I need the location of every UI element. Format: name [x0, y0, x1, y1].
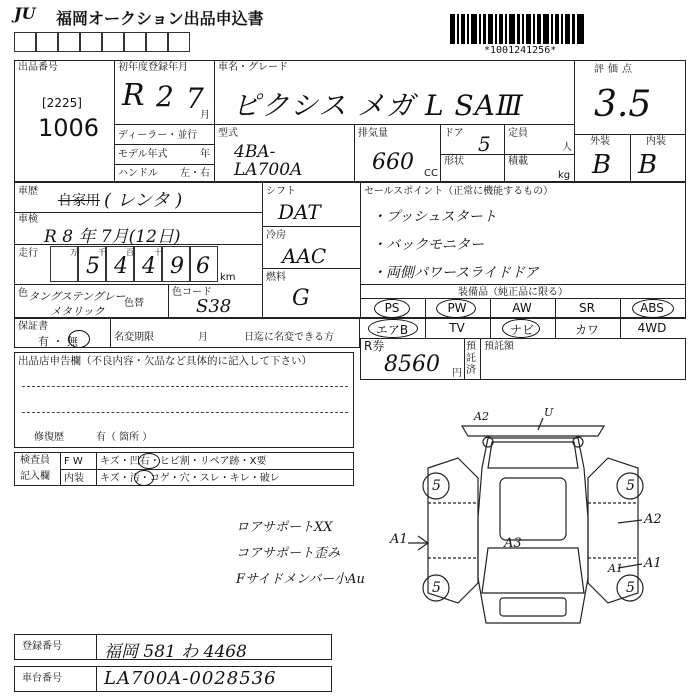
car-damage-diagram — [388, 408, 688, 648]
interior-score: B — [638, 150, 658, 180]
auction-logo — [14, 6, 54, 24]
equip-ps: PS — [384, 301, 400, 315]
mileage-unit: km — [220, 272, 236, 283]
chassis-value: LA700A-0028536 — [104, 668, 277, 689]
color-code-value: S38 — [196, 296, 232, 317]
equip-abs-circle — [632, 299, 674, 318]
mileage-unit-hyaku: 百 — [126, 248, 134, 257]
dealer-label: ディーラー・並行 — [118, 130, 198, 141]
inspection-label: 車検 — [18, 214, 38, 225]
inspection-value: R 8 年 7月(12日) — [44, 227, 181, 247]
doors-label: ドア — [444, 128, 464, 139]
tire-mark-front-right: 5 — [626, 478, 635, 494]
color-value-line1: タングステングレー — [28, 290, 126, 303]
equip-tv: TV — [449, 321, 465, 335]
equip-4wd: 4WD — [637, 321, 667, 335]
inspector-note-2: コアサポート歪み — [236, 546, 341, 561]
sales-point-3: ・両側パワースライドドア — [372, 265, 539, 281]
type-label: 型式 — [218, 128, 238, 139]
barcode-bars — [450, 14, 584, 44]
diagram-mark-u: U — [544, 406, 554, 419]
mileage-unit-sen: 千 — [98, 248, 106, 257]
usage-struck-value: 自家用 — [58, 193, 100, 209]
handle-value: 左・右 — [180, 168, 210, 179]
mileage-label: 走行 — [18, 248, 38, 259]
car-outline-svg — [388, 408, 688, 648]
listing-sub-number: [2225] — [42, 96, 82, 110]
equip-sr: SR — [579, 301, 595, 315]
tire-mark-rear-right: 5 — [626, 580, 635, 596]
inspector-stain-circle — [134, 470, 154, 486]
mileage-digit-4: 9 — [170, 254, 184, 279]
listing-number: 1006 — [38, 114, 100, 142]
recycle-deposit-label: 預託済 — [466, 341, 476, 376]
type-value-line1: 4BA- — [234, 142, 276, 162]
shape-label: 形状 — [444, 156, 464, 167]
model-label: 車名・グレード — [218, 62, 288, 73]
form-title: 福岡オークション出品申込書 — [56, 9, 264, 28]
diagram-mark-a2-right: A2 — [644, 512, 662, 527]
mileage-digit-3: 4 — [142, 254, 156, 279]
color-change-label: 色替 — [124, 298, 144, 309]
plate-value: 福岡 581 わ 4468 — [104, 642, 247, 662]
sales-point-2: ・バックモニター — [372, 237, 484, 253]
registration-era: R — [122, 78, 145, 113]
equip-ps-circle — [374, 299, 410, 318]
inspector-note-1: ロアサポートXX — [236, 520, 333, 535]
capacity-label: 定員 — [508, 128, 528, 139]
mileage-digit-2: 4 — [114, 254, 128, 279]
inspector-note-3: Fサイドメンバー小Au — [236, 572, 365, 587]
sales-points-label: セールスポイント（正常に機能するもの） — [364, 186, 554, 197]
tire-mark-rear-left: 5 — [432, 580, 441, 596]
barcode — [450, 14, 584, 44]
fuel-label: 燃料 — [266, 272, 286, 283]
registration-year: 2 — [156, 80, 174, 113]
name-change-date-text: 日迄に名変できる方 — [244, 332, 334, 343]
diagram-mark-a2-top: A2 — [474, 410, 489, 423]
repair-history-value: 有（ 箇所 ） — [96, 432, 153, 443]
displacement-value: 660 — [372, 150, 414, 175]
inspector-dent-circle — [138, 453, 160, 469]
name-change-month-unit: 月 — [198, 332, 208, 343]
usage-label: 車歴 — [18, 186, 38, 197]
inspector-row2-head: 内装 — [64, 473, 84, 484]
usage-value: ( レンタ ) — [104, 190, 183, 211]
registration-month-unit: 月 — [200, 110, 210, 121]
diagram-mark-a1-right: A1 — [644, 556, 662, 571]
mileage-unit-juu: 十 — [154, 248, 162, 257]
diagram-mark-a1-bottom: A1 — [608, 562, 623, 575]
mileage-digit-5: 6 — [196, 254, 210, 279]
diagram-mark-a1-left: A1 — [390, 532, 408, 547]
logo-text: JU — [14, 4, 36, 23]
equip-pw: PW — [447, 301, 467, 315]
plate-label: 登録番号 — [22, 641, 62, 652]
score-label: 評価点 — [594, 64, 636, 75]
equip-abs: ABS — [640, 301, 664, 315]
equip-navi: ナビ — [509, 323, 534, 337]
equip-airbag-circle — [368, 319, 418, 338]
warranty-label: 保証書 — [18, 321, 48, 332]
equipment-grid — [360, 298, 686, 338]
color-label: 色 — [18, 288, 28, 299]
barcode-text: *1001241256* — [484, 45, 557, 56]
exterior-label: 外装 — [590, 136, 610, 147]
mileage-digit-1: 5 — [86, 254, 100, 279]
exterior-score: B — [592, 150, 612, 180]
tire-mark-front-left: 5 — [432, 478, 441, 494]
displacement-label: 排気量 — [358, 128, 388, 139]
inspector-row1-head: F W — [64, 456, 83, 467]
model-value: ピクシス メガ L SAⅢ — [232, 89, 524, 122]
warranty-none-circle — [68, 330, 90, 348]
type-value-line2: LA700A — [234, 160, 303, 180]
recycle-deposit-amount-label: 預託額 — [484, 341, 514, 352]
registration-month: 7 — [186, 82, 204, 115]
model-year-unit: 年 — [200, 149, 210, 160]
inspector-label-line2: 記入欄 — [20, 471, 50, 482]
score-value: 3.5 — [594, 84, 652, 125]
equip-navi-circle — [502, 319, 540, 338]
inspector-row2-items: キズ・汚・コゲ・穴・スレ・キレ・破レ — [100, 473, 280, 484]
equip-airbag: エアB — [375, 323, 409, 337]
equip-leather: カワ — [574, 323, 599, 337]
repair-history-label: 修復歴 — [34, 432, 64, 443]
chassis-label: 車台番号 — [22, 673, 62, 684]
sales-point-1: ・プッシュスタート — [372, 209, 497, 225]
registration-label: 初年度登録年月 — [118, 62, 188, 73]
equipment-label: 装備品（純正品に限る） — [458, 287, 568, 298]
color-code-label: 色コード — [172, 287, 212, 298]
mileage-unit-man: 万 — [70, 248, 78, 257]
inspector-row1-items: キズ・凹右・ヒビ割・リペア跡・X要 — [100, 456, 267, 467]
diagram-mark-a3: A3 — [504, 536, 522, 551]
handle-label: ハンドル — [118, 168, 158, 179]
equip-aw: AW — [512, 301, 532, 315]
shift-value: DAT — [278, 200, 321, 224]
ac-label: 冷房 — [266, 230, 286, 241]
recycle-value: 8560 — [384, 352, 440, 377]
listing-number-label: 出品番号 — [18, 62, 58, 73]
name-change-label: 名変期限 — [114, 332, 154, 343]
capacity-unit: 人 — [562, 142, 572, 153]
load-label: 積載 — [508, 156, 528, 167]
shift-label: シフト — [266, 186, 296, 197]
equip-pw-circle — [436, 299, 476, 318]
declaration-label: 出品店申告欄（不良内容・欠品など具体的に記入して下さい） — [18, 355, 312, 367]
fuel-value: G — [292, 286, 310, 311]
inspector-label-line1: 検査員 — [20, 455, 50, 466]
displacement-unit: CC — [424, 168, 438, 179]
doors-value: 5 — [478, 132, 491, 156]
ac-value: AAC — [282, 244, 327, 268]
color-value-line2: メタリック — [50, 305, 105, 318]
load-unit: kg — [558, 170, 571, 181]
recycle-label: R券 — [364, 339, 385, 353]
warranty-value: 有 ・ 無 — [38, 335, 78, 348]
interior-label: 内装 — [646, 136, 666, 147]
recycle-unit: 円 — [452, 368, 462, 379]
model-year-label: モデル年式 — [118, 149, 168, 160]
